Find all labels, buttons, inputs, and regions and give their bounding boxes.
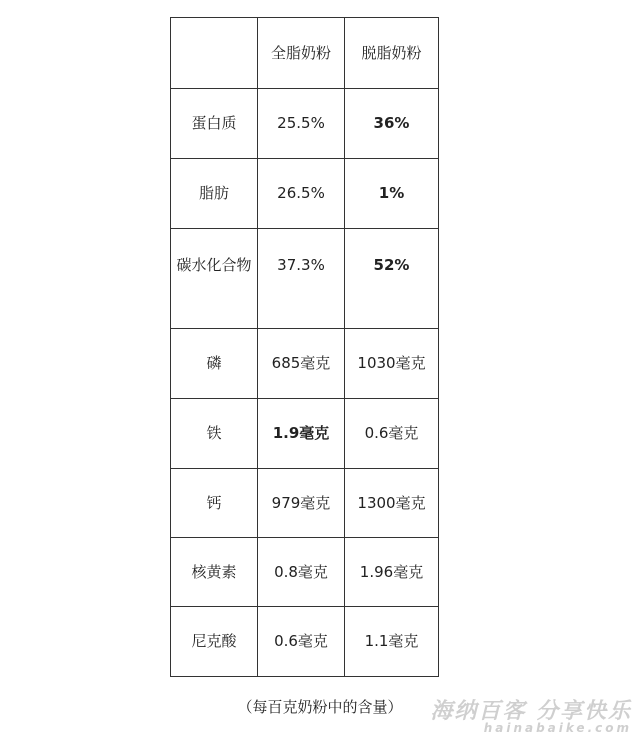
row-name: 钙 (171, 469, 258, 538)
row-name: 磷 (171, 329, 258, 399)
whole-value: 25.5% (258, 89, 345, 159)
table-row (171, 469, 439, 538)
skim-value: 36% (345, 89, 439, 159)
watermark-title: 海纳百客 分享快乐 (430, 699, 632, 724)
whole-value: 685毫克 (258, 329, 345, 399)
table-row (171, 538, 439, 607)
table-row (171, 607, 439, 677)
whole-value: 0.6毫克 (258, 607, 345, 677)
whole-value: 26.5% (258, 159, 345, 229)
table-row (171, 399, 439, 469)
row-name: 铁 (171, 399, 258, 469)
skim-value: 0.6毫克 (345, 399, 439, 469)
header-skim-milk-powder: 脱脂奶粉 (345, 18, 439, 89)
header-row (171, 18, 439, 89)
whole-value: 37.3% (258, 229, 345, 329)
whole-value: 0.8毫克 (258, 538, 345, 607)
skim-value: 1% (345, 159, 439, 229)
site-watermark (430, 694, 632, 735)
row-name: 尼克酸 (171, 607, 258, 677)
table-row (171, 89, 439, 159)
table-caption: （每百克奶粉中的含量） (237, 698, 403, 716)
table-row (171, 329, 439, 399)
row-name: 核黄素 (171, 538, 258, 607)
skim-value: 1.1毫克 (345, 607, 439, 677)
skim-value: 52% (345, 229, 439, 329)
row-name: 脂肪 (171, 159, 258, 229)
row-name: 蛋白质 (171, 89, 258, 159)
watermark-url: hainabaike.com (483, 721, 632, 735)
table-row (171, 229, 439, 329)
header-empty-cell (171, 18, 258, 89)
whole-value: 1.9毫克 (258, 399, 345, 469)
nutrition-table (170, 17, 439, 677)
header-whole-milk-powder: 全脂奶粉 (258, 18, 345, 89)
skim-value: 1.96毫克 (345, 538, 439, 607)
whole-value: 979毫克 (258, 469, 345, 538)
skim-value: 1030毫克 (345, 329, 439, 399)
table-row (171, 159, 439, 229)
row-name: 碳水化合物 (171, 229, 258, 329)
skim-value: 1300毫克 (345, 469, 439, 538)
